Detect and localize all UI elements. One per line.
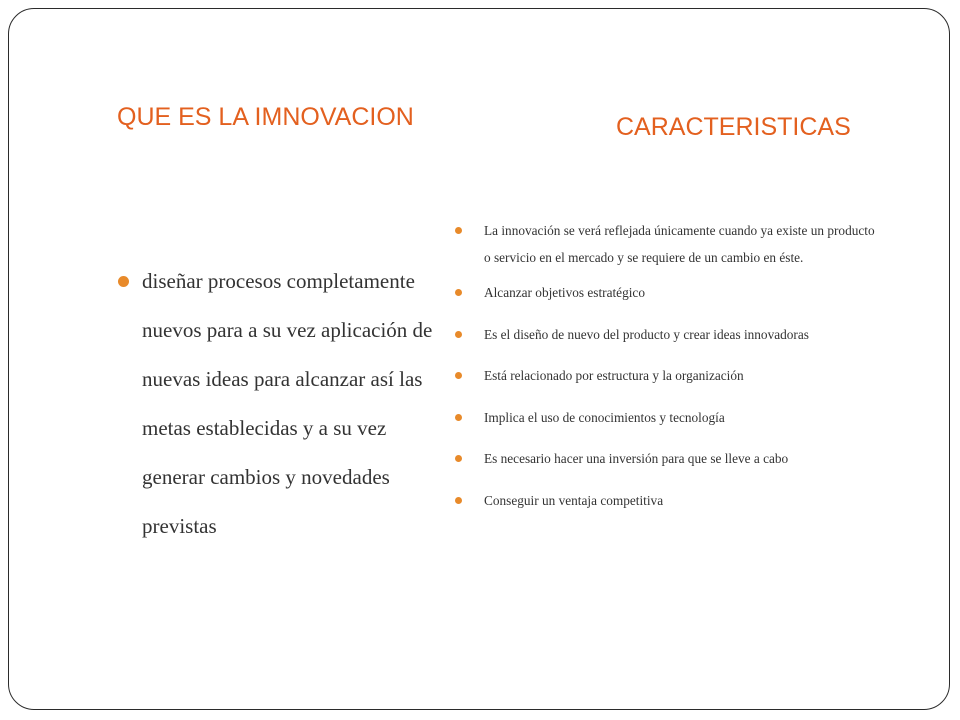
- definition-item: [115, 257, 445, 551]
- characteristic-item: [453, 217, 876, 271]
- characteristic-text: Implica el uso de conocimientos y tecnología: [484, 409, 725, 425]
- bullet-dot-icon: [455, 372, 462, 379]
- characteristic-text: Alcanzar objetivos estratégico: [484, 285, 645, 300]
- characteristic-item: [453, 362, 893, 389]
- characteristic-item: [453, 321, 893, 348]
- bullet-dot-icon: [455, 227, 462, 234]
- left-column-title: QUE ES LA IMNOVACION: [117, 103, 414, 131]
- characteristic-item: [453, 487, 893, 514]
- bullet-dot-icon: [455, 331, 462, 338]
- right-column-title: CARACTERISTICAS: [616, 113, 851, 141]
- bullet-dot-icon: [455, 414, 462, 421]
- definition-list: [115, 257, 445, 551]
- bullet-dot-icon: [455, 497, 462, 504]
- characteristic-text: Es el diseño de nuevo del producto y crear ideas innovadoras: [484, 326, 809, 342]
- slide-frame: [8, 8, 950, 710]
- characteristic-text: Es necesario hacer una inversión para que se lleve a cabo: [484, 451, 789, 466]
- bullet-dot-icon: [118, 276, 129, 287]
- bullet-dot-icon: [455, 289, 462, 296]
- characteristic-text: La innovación se verá reflejada únicamente cuando ya existe un producto o servicio en el mercado y se requiere de un cambio en éste.: [484, 223, 875, 265]
- characteristic-item: [453, 404, 893, 431]
- characteristic-text: Está relacionado por estructura y la organización: [484, 368, 744, 383]
- characteristics-list: [453, 217, 893, 528]
- characteristic-item: [453, 445, 893, 472]
- characteristic-item: [453, 279, 893, 306]
- characteristic-text: Conseguir un ventaja competitiva: [484, 492, 664, 508]
- bullet-dot-icon: [455, 455, 462, 462]
- definition-text: diseñar procesos completamente nuevos para a su vez aplicación de nuevas ideas para alcanzar así las metas establecidas y a su vez generar cambios y novedades previstas: [142, 269, 433, 538]
